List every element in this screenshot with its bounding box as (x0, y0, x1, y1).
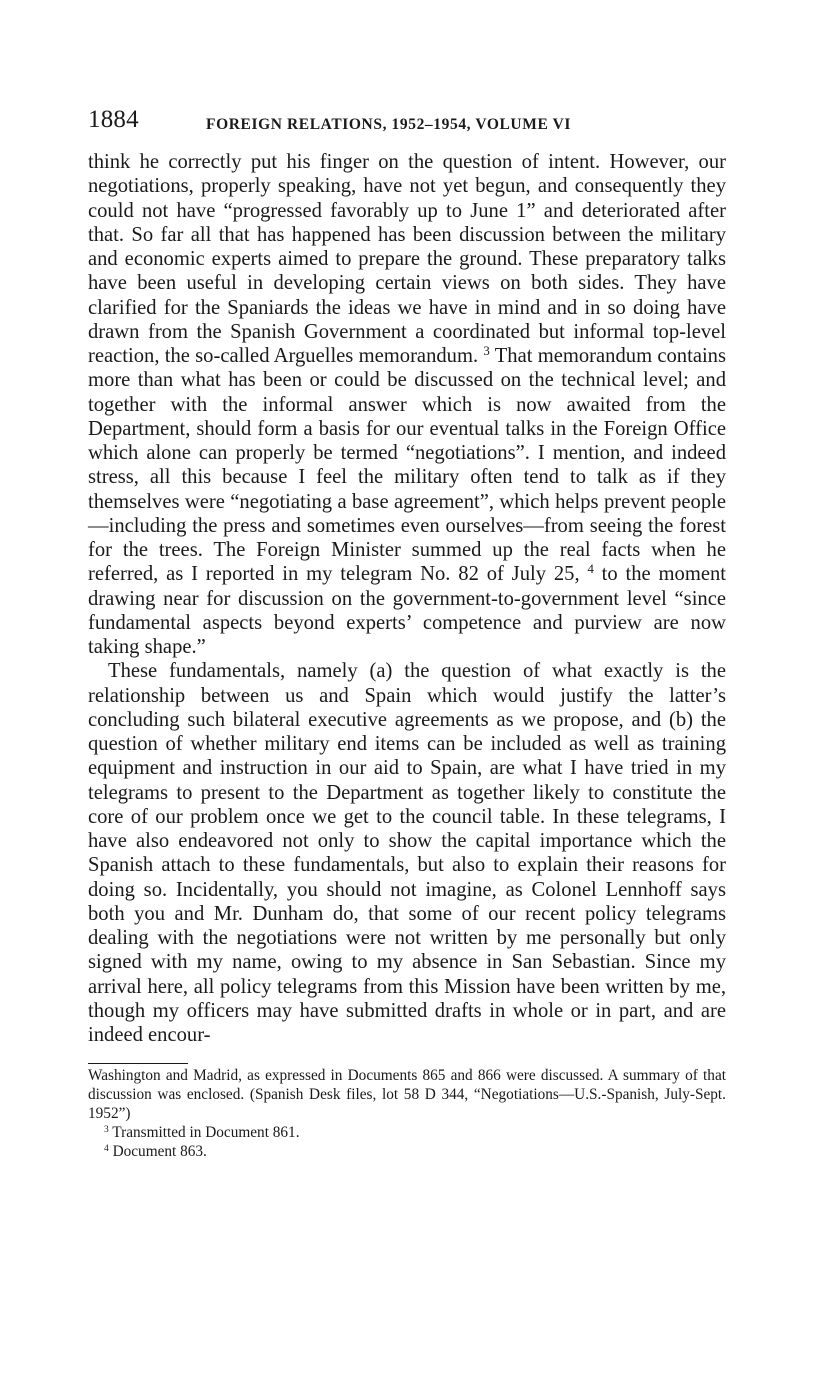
main-text (88, 150, 726, 1047)
paragraph-1-part-a: think he correctly put his finger on the question of intent. However, our negotiations, properly speaking, have not yet begun, and consequently they could not have “progressed favorably up to June 1” and deteriorated after that. So far all that has happened has been discussion between the military and economic experts aimed to prepare the ground. These preparatory talks have been useful in developing certain views on both sides. They have clarified for the Spaniards the ideas we have in mind and in so doing have drawn from the Spanish Government a coordinated but informal top-level reaction, the so-called Arguelles memorandum. (88, 151, 726, 367)
footnote-continued: Washington and Madrid, as expressed in Documents 865 and 866 were discussed. A summary of that discussion was enclosed. (Spanish Desk files, lot 58 D 344, “Negotiations—U.S.-Spanish, July-Sept. 1952”) (88, 1067, 726, 1123)
footnotes (88, 1066, 726, 1161)
footnote-ref-3: 3 (483, 343, 490, 358)
footnote-4-text: Document 863. (112, 1143, 207, 1161)
footnote-divider (88, 1063, 188, 1064)
footnote-4 (88, 1142, 726, 1161)
footnote-4-mark: 4 (104, 1144, 109, 1155)
paragraph-1 (88, 150, 726, 659)
paragraph-1-part-c: to the moment drawing near for discussion on the government-to-government level “since fundamental aspects beyond experts’ competence and purview are now taking shape.” (88, 563, 727, 658)
document-page (88, 100, 726, 1161)
page-header (88, 100, 726, 144)
footnote-3-mark: 3 (104, 1125, 109, 1136)
footnote-ref-4: 4 (587, 562, 594, 577)
page-number: 1884 (88, 106, 139, 133)
footnote-3 (88, 1123, 726, 1142)
paragraph-1-part-b: That memorandum contains more than what has been or could be discussed on the technical level; and together with the informal answer which is now awaited from the Department, should form a basis for our eventual talks in the Foreign Office which alone can properly be termed “negotiations”. I mention, and indeed stress, all this because I feel the military often tend to talk as if they themselves were “negotiating a base agreement”, which helps prevent people—including the press and sometimes even ourselves—from seeing the forest for the trees. The Foreign Minister summed up the real facts when he referred, as I reported in my telegram No. 82 of July 25, (88, 345, 726, 586)
running-title: FOREIGN RELATIONS, 1952–1954, VOLUME VI (206, 116, 571, 133)
footnote-3-text: Transmitted in Document 861. (112, 1124, 300, 1142)
paragraph-2: These fundamentals, namely (a) the question of what exactly is the relationship between us and Spain which would justify the latter’s concluding such bilateral executive agreements as we propose, and (b) the question of whether military end items can be included as well as training equipment and instruction in our aid to Spain, are what I have tried in my telegrams to present to the Department as together likely to constitute the core of our problem once we get to the council table. In these telegrams, I have also endeavored not only to show the capital importance which the Spanish attach to these fundamentals, but also to explain their reasons for doing so. Incidentally, you should not imagine, as Colonel Lennhoff says both you and Mr. Dunham do, that some of our recent policy telegrams dealing with the negotiations were not written by me personally but only signed with my name, owing to my absence in San Sebastian. Since my arrival here, all policy telegrams from this Mission have been written by me, though my officers may have submitted drafts in whole or in part, and are indeed encour- (88, 660, 726, 1046)
